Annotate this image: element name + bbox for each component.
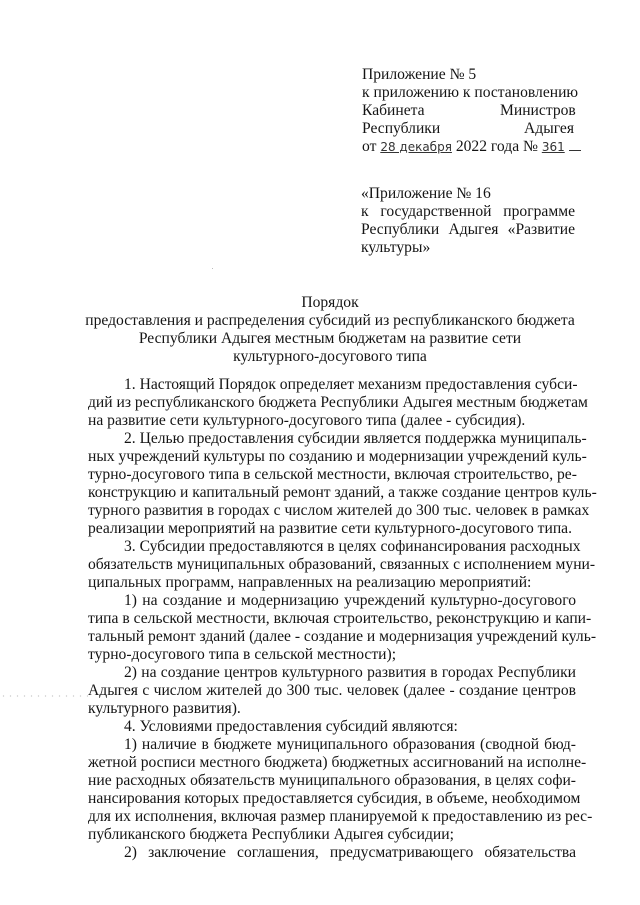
body-line: турно-досугового типа в сельской местности, включая строительство, ре- bbox=[88, 466, 577, 483]
body-line: обязательств муниципальных образований, связанных с исполнением муни- bbox=[88, 556, 596, 573]
handwritten-number: 361 bbox=[541, 140, 565, 154]
body-line: реализации мероприятий на развитие сети культурного-досугового типа. bbox=[88, 520, 572, 537]
date-prefix: от bbox=[362, 138, 377, 155]
body-line: 1. Настоящий Порядок определяет механизм предоставления субси- bbox=[124, 376, 578, 393]
body-line: 2. Целью предоставления субсидии является поддержка муниципаль- bbox=[124, 430, 587, 447]
appendix-date-line bbox=[362, 138, 581, 156]
doc-title: Порядок bbox=[301, 294, 359, 311]
appendix-line-4-left: Республики bbox=[362, 120, 441, 137]
body-line: ципальных программ, направленных на реализацию мероприятий: bbox=[88, 574, 532, 591]
body-line: для их исполнения, включая размер планируемой к предоставлению из рес- bbox=[88, 808, 593, 825]
body-line: на развитие сети культурного-досугового типа (далее - субсидия). bbox=[88, 412, 526, 429]
annex-title: «Приложение № 16 bbox=[361, 185, 491, 202]
body-line: 4. Условиями предоставления субсидий являются: bbox=[124, 718, 458, 735]
body-line: публиканского бюджета Республики Адыгея субсидии; bbox=[88, 826, 454, 843]
appendix-title: Приложение № 5 bbox=[362, 66, 477, 83]
body-line: тальный ремонт зданий (далее - создание и модернизация учреждений куль- bbox=[88, 628, 597, 645]
body-line: нансирования которых предоставляется субсидия, в объеме, необходимом bbox=[88, 790, 581, 807]
body-line: 1) на создание и модернизацию учреждений культурно-досугового bbox=[124, 592, 576, 609]
annex-line-2: к государственной программе bbox=[361, 203, 575, 220]
body-line: 1) наличие в бюджете муниципального образования (сводной бюд- bbox=[124, 736, 576, 753]
body-line: 2) на создание центров культурного развития в городах Республики bbox=[124, 664, 576, 681]
doc-title-line-2: предоставления и распределения субсидий из республиканского бюджета bbox=[85, 312, 575, 329]
body-line: культурного развития). bbox=[88, 700, 241, 717]
appendix-line-4-right: Адыгея bbox=[524, 120, 574, 137]
body-line: Адыгея с числом жителей до 300 тыс. человек (далее - создание центров bbox=[88, 682, 576, 699]
body-line: жетной росписи местного бюджета) бюджетных ассигнований на исполне- bbox=[88, 754, 587, 771]
appendix-line-2: к приложению к постановлению bbox=[362, 84, 579, 101]
handwritten-date: 28 декабря bbox=[380, 140, 452, 154]
body-line: ных учреждений культуры по созданию и модернизации учреждений куль- bbox=[88, 448, 587, 465]
annex-line-3: Республики Адыгея «Развитие bbox=[361, 221, 575, 238]
body-line: типа в сельской местности, включая строительство, реконструкцию и капи- bbox=[88, 610, 592, 627]
annex-line-4: культуры» bbox=[361, 239, 431, 256]
body-line: конструкцию и капитальный ремонт зданий, а также создание центров куль- bbox=[88, 484, 597, 501]
body-line: 3. Субсидии предоставляются в целях софинансирования расходных bbox=[124, 538, 581, 555]
date-year: 2022 года № bbox=[455, 138, 538, 155]
doc-title-line-4: культурного-досугового типа bbox=[233, 348, 427, 365]
appendix-line-3-left: Кабинета bbox=[362, 102, 425, 119]
scan-dotted-artifact bbox=[0, 694, 88, 698]
appendix-line-3-right: Министров bbox=[500, 102, 576, 119]
body-line: ние расходных обязательств муниципального образования, в целях софи- bbox=[88, 772, 576, 789]
body-line: турного развития в городах с числом жителей до 300 тыс. человек в рамках bbox=[88, 502, 590, 519]
number-underline bbox=[569, 149, 581, 151]
body-line: дий из республиканского бюджета Республики Адыгея местным бюджетам bbox=[88, 394, 588, 411]
scan-speck bbox=[212, 268, 213, 269]
doc-title-line-3: Республики Адыгея местным бюджетам на развитие сети bbox=[138, 330, 522, 347]
body-line: 2) заключение соглашения, предусматривающего обязательства bbox=[124, 844, 576, 861]
body-line: турно-досугового типа в сельской местности); bbox=[88, 646, 397, 663]
